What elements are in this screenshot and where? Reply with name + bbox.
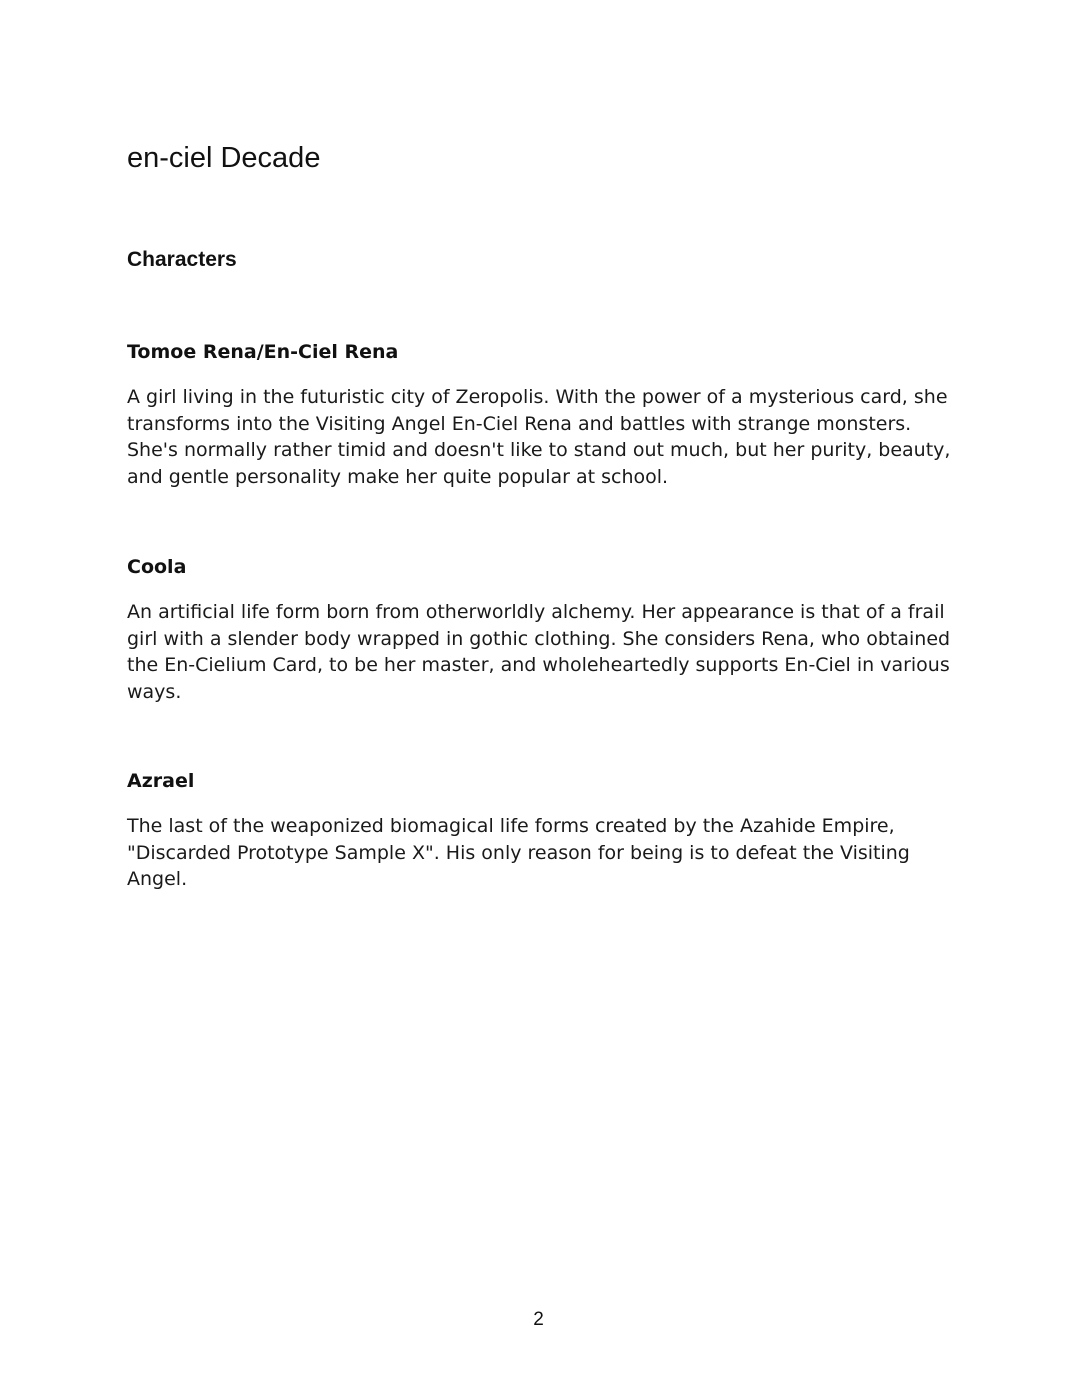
character-description: A girl living in the futuristic city of Zeropolis. With the power of a mysterious card, she transforms into the Visiting Angel En-Ciel Rena and battles with strange monsters. She's normally rather timid and doesn't like to stand out much, but her purity, beauty, and gentle personality make her quite popular at school. [127, 386, 951, 488]
section-heading-characters: Characters [127, 248, 237, 271]
character-description: The last of the weaponized biomagical life forms created by the Azahide Empire, "Discarded Prototype Sample X". His only reason for being is to defeat the Visiting Angel. [127, 815, 910, 890]
character-description: An artificial life form born from otherworldly alchemy. Her appearance is that of a frail girl with a slender body wrapped in gothic clothing. She considers Rena, who obtained the En-Cielium Card, to be her master, and wholeheartedly supports En-Ciel in various ways. [127, 601, 951, 703]
document-title: en-ciel Decade [127, 142, 321, 174]
character-entry-azrael [127, 769, 957, 893]
character-entry-coola [127, 555, 957, 705]
character-name: Coola [127, 556, 187, 578]
character-name: Tomoe Rena/En-Ciel Rena [127, 341, 399, 363]
page-number: 2 [533, 1309, 544, 1330]
character-name: Azrael [127, 770, 195, 792]
character-entry-tomoe-rena [127, 340, 957, 490]
